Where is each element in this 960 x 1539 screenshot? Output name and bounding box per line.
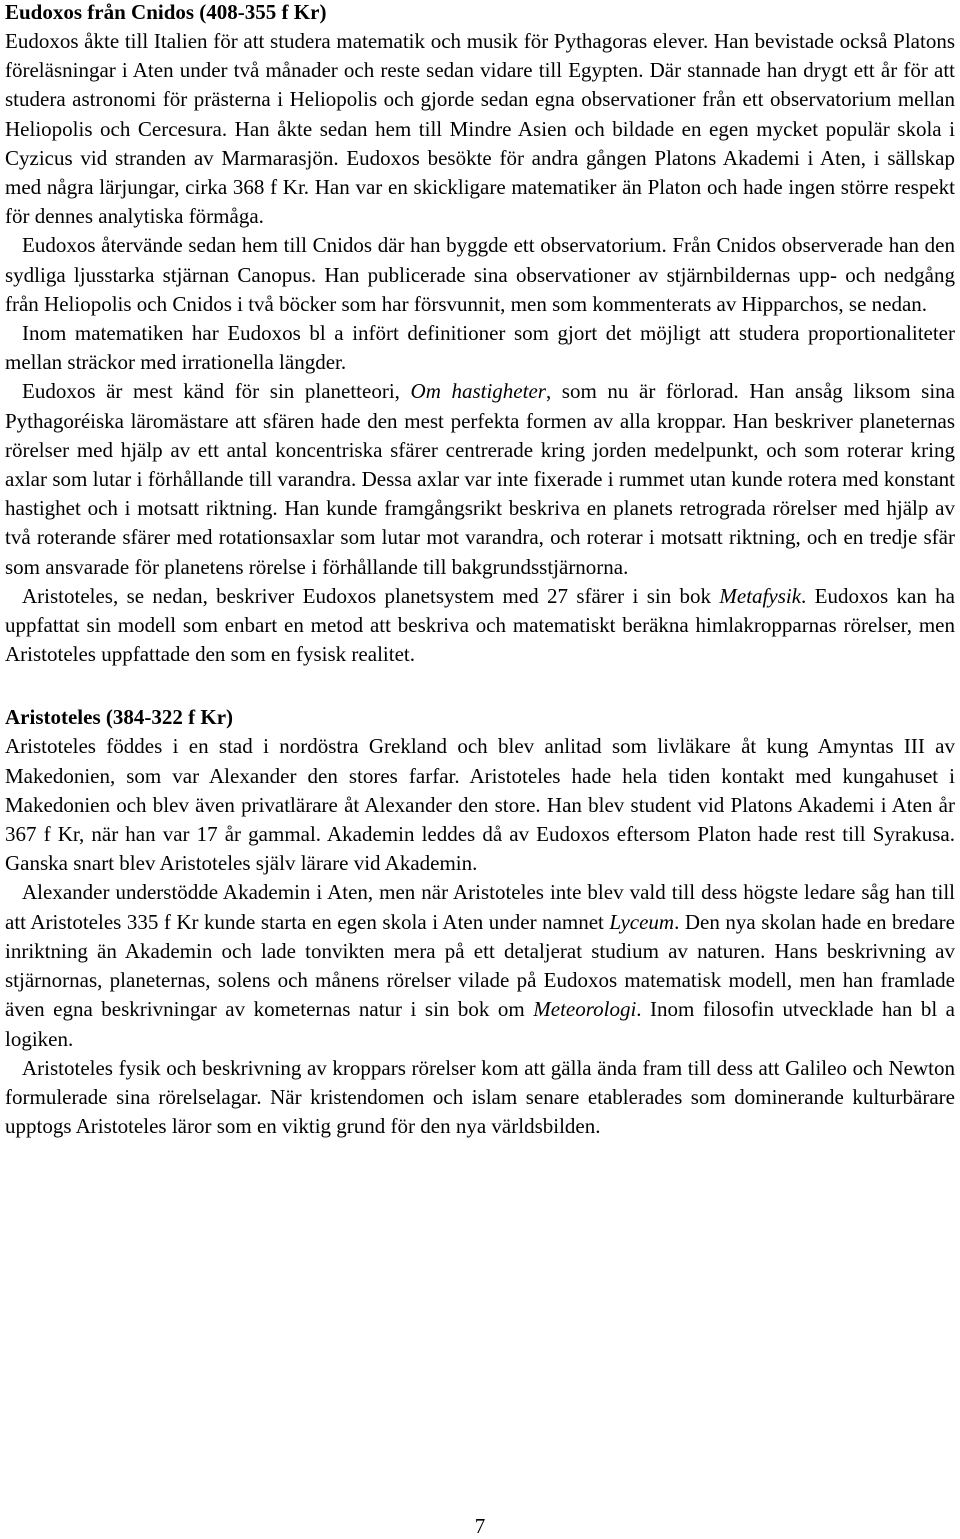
paragraph-text: . Eudoxos kan ha uppfattat sin modell som enbart en metod att beskriva och matematiskt beräkna himlakropparnas rörelser, men Aristoteles uppfattade den som en fysisk realitet. xyxy=(5,583,955,667)
paragraph-text: Alexander understödde Akademin i Aten, men när Aristoteles inte blev vald till dess högste ledare såg han till att Aristoteles 335 f Kr kunde starta en egen skola i Aten under namnet xyxy=(5,880,955,934)
section-spacer xyxy=(5,669,955,705)
book-title-om-hastigheter: Om hastigheter xyxy=(410,379,546,404)
paragraph-text: Aristoteles fysik och beskrivning av kroppars rörelser kom att gälla ända fram till dess att Galileo och Newton formulerade sina rörelselagar. När kristendomen och islam senare etablerades som dominerande kulturbärare upptogs Aristoteles läror som en viktig grund för den nya världsbilden. xyxy=(5,1055,955,1139)
paragraph-eudoxos-1 xyxy=(5,27,955,231)
paragraph-text: Eudoxos är mest känd för sin planetteori, xyxy=(22,379,411,404)
paragraph-text: Inom matematiken har Eudoxos bl a infört definitioner som gjort det möjligt att studera proportionaliteter mellan sträckor med irrationella längder. xyxy=(5,321,955,375)
section-heading-eudoxos: Eudoxos från Cnidos (408-355 f Kr) xyxy=(5,0,327,24)
page-number: 7 xyxy=(474,1514,486,1538)
paragraph-text: . Inom filosofin utvecklade han bl a logiken. xyxy=(5,997,955,1051)
paragraph-aristoteles-1 xyxy=(5,732,955,878)
paragraph-text: Aristoteles föddes i en stad i nordöstra Grekland och blev anlitad som livläkare åt kung Amyntas III av Makedonien, som var Alexander den stores farfar. Aristoteles hade hela tiden kontakt med kungahuset i Makedonien och blev även privatlärare åt Alexander den store. Han blev student vid Platons Akademi i Aten år 367 f Kr, när han var 17 år gammal. Akademin leddes då av Eudoxos eftersom Platon hade rest till Syrakusa. Ganska snart blev Aristoteles själv lärare vid Akademin. xyxy=(5,734,955,876)
paragraph-text: Eudoxos återvände sedan hem till Cnidos där han byggde ett observatorium. Från Cnidos observerade han den sydliga ljusstarka stjärnan Canopus. Han publicerade sina observationer av stjärnbildernas upp- och nedgång från Heliopolis och Cnidos i två böcker som har försvunnit, men som kommenterats av Hipparchos, se nedan. xyxy=(5,233,955,316)
paragraph-aristoteles-3 xyxy=(5,1054,955,1142)
paragraph-eudoxos-3 xyxy=(5,319,955,377)
section-heading-aristoteles: Aristoteles (384-322 f Kr) xyxy=(5,705,234,730)
school-name-lyceum: Lyceum xyxy=(609,909,675,934)
paragraph-text: , som nu är förlorad. Han ansåg liksom sina Pythagoréiska läromästare att sfären hade den mest perfekta formen av alla kroppar. Han beskriver planeternas rörelser med hjälp av ett antal koncentriska sfärer centrerade kring jorden medelpunkt, och som roterar kring axlar som lutar i förhållande till varandra. Dessa axlar var inte fixerade i rummet utan kunde rotera med konstant hastighet och i motsatt riktning. Han kunde framgångsrikt beskriva en planets retrograda rörelser med hjälp av två roterande sfärer med rotationsaxlar som lutar mot varandra, och roterar i motsatt riktning, och en tredje sfär som ansvarade för planetens rörelse i förhållande till bakgrundsstjärnorna. xyxy=(5,379,955,579)
paragraph-text: Eudoxos åkte till Italien för att studera matematik och musik för Pythagoras elever. Han bevistade också Platons föreläsningar i Aten under två månader och reste sedan vidare till Egypten. Där stannade han drygt ett år för att studera astronomi för prästerna i Heliopolis och gjorde sedan egna observationer från ett observatorium mellan Heliopolis och Cercesura. Han åkte sedan hem till Mindre Asien och bildade en egen mycket populär skola i Cyzicus vid stranden av Marmarasjön. Eudoxos besökte för andra gången Platons Akademi i Aten, i sällskap med några lärjungar, cirka 368 f Kr. Han var en skickligare matematiker än Platon och hade ingen större respekt för dennes analytiska förmåga. xyxy=(5,29,955,229)
paragraph-text: Aristoteles, se nedan, beskriver Eudoxos planetsystem med 27 sfärer i sin bok xyxy=(22,583,720,608)
paragraph-eudoxos-2 xyxy=(5,231,955,319)
paragraph-text: . Den nya skolan hade en bredare inriktning än Akademin och lade tonvikten mera på ett detaljerat studium av naturen. Hans beskrivning av stjärnornas, planeternas, solens och månens rörelser vilade på Eudoxos matematisk modell, men han framlade även egna beskrivningar av kometernas natur i sin bok om xyxy=(5,909,955,1022)
paragraph-eudoxos-4 xyxy=(5,377,955,581)
paragraph-aristoteles-2 xyxy=(5,878,955,1053)
paragraph-eudoxos-5 xyxy=(5,582,955,670)
book-title-metafysik: Metafysik xyxy=(719,583,802,608)
book-title-meteorologi: Meteorologi xyxy=(533,997,637,1022)
document-page xyxy=(5,0,955,1141)
